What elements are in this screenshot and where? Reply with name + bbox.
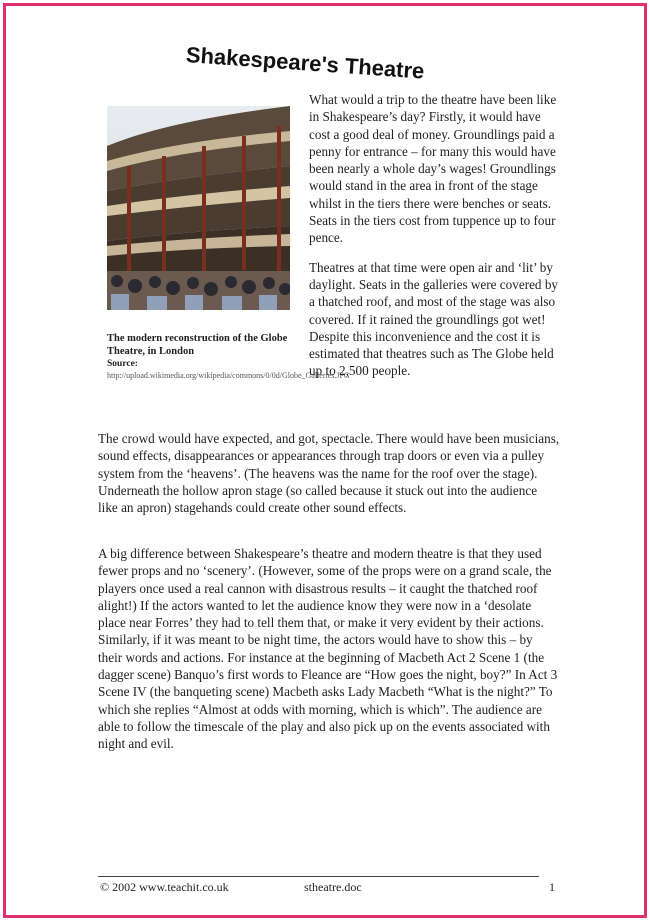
- page-title: Shakespeare's Theatre: [185, 42, 426, 84]
- intro-column: [309, 91, 564, 392]
- footer-filename: stheatre.doc: [304, 880, 362, 894]
- globe-theatre-photo: [107, 106, 290, 310]
- photo-caption: [107, 332, 350, 381]
- footer-copyright: © 2002 www.teachit.co.uk: [100, 880, 229, 894]
- document-page: [3, 3, 647, 918]
- caption-source-url[interactable]: http://upload.wikimedia.org/wikipedia/commons/0/0d/Globe_Galleries.JPG: [107, 371, 350, 380]
- paragraph-props-scenery: A big difference between Shakespeare’s theatre and modern theatre is that they used fewer props and no ‘scenery’. (However, some of the props were on a grand scale, the players once used a real cannon with disastrous results – it caught the thatched roof alight!) If the actors wanted to let the audience know they were now in a ‘desolate place near Forres’ they had to tell them that, or make it very evident by their actions. Similarly, if it was meant to be night time, the actors would have to show this – by their words and actions. For instance at the beginning of Macbeth Act 2 Scene 1 (the dagger scene) Banquo’s first words to Fleance are “How goes the night, boy?” In Act 3 Scene IV (the banqueting scene) Macbeth asks Lady Macbeth “What is the night?” To which she replies “Almost at odds with morning, which is which”. The audience are able to follow the timescale of the play and also pick up on the events associated with night and evil.: [98, 546, 558, 752]
- paragraph-cost: What would a trip to the theatre have been like in Shakespeare’s day? Firstly, it would have cost a good deal of money. Groundlings paid a penny for entrance – for many this would have been nearly a whole day’s wages! Groundlings would stand in the area in front of the stage whilst in the tiers there were benches or seats. Seats in the tiers cost from tuppence up to four pence.: [309, 92, 557, 246]
- caption-source-label: Source:: [107, 359, 138, 369]
- caption-title: The modern reconstruction of the Globe Theatre, in London: [107, 333, 288, 357]
- footer-divider: [98, 876, 539, 877]
- paragraph-open-air: Theatres at that time were open air and ‘lit’ by daylight. Seats in the galleries were covered by a thatched roof, and most of the stage was also covered. If it rained the groundlings got wet! Despite this inconvenience and the cost it is estimated that theatres such as The Globe held up to 2,500 people.: [309, 259, 559, 379]
- paragraph-spectacle: The crowd would have expected, and got, spectacle. There would have been musicians, sound effects, disappearances or appearances through trap doors or even via a pulley system from the ‘heavens’. (The heavens was the name for the roof over the stage). Underneath the hollow apron stage (so called because it stuck out into the audience like an apron) stagehands could create other sound effects.: [98, 431, 560, 516]
- footer-page-number: 1: [549, 880, 555, 894]
